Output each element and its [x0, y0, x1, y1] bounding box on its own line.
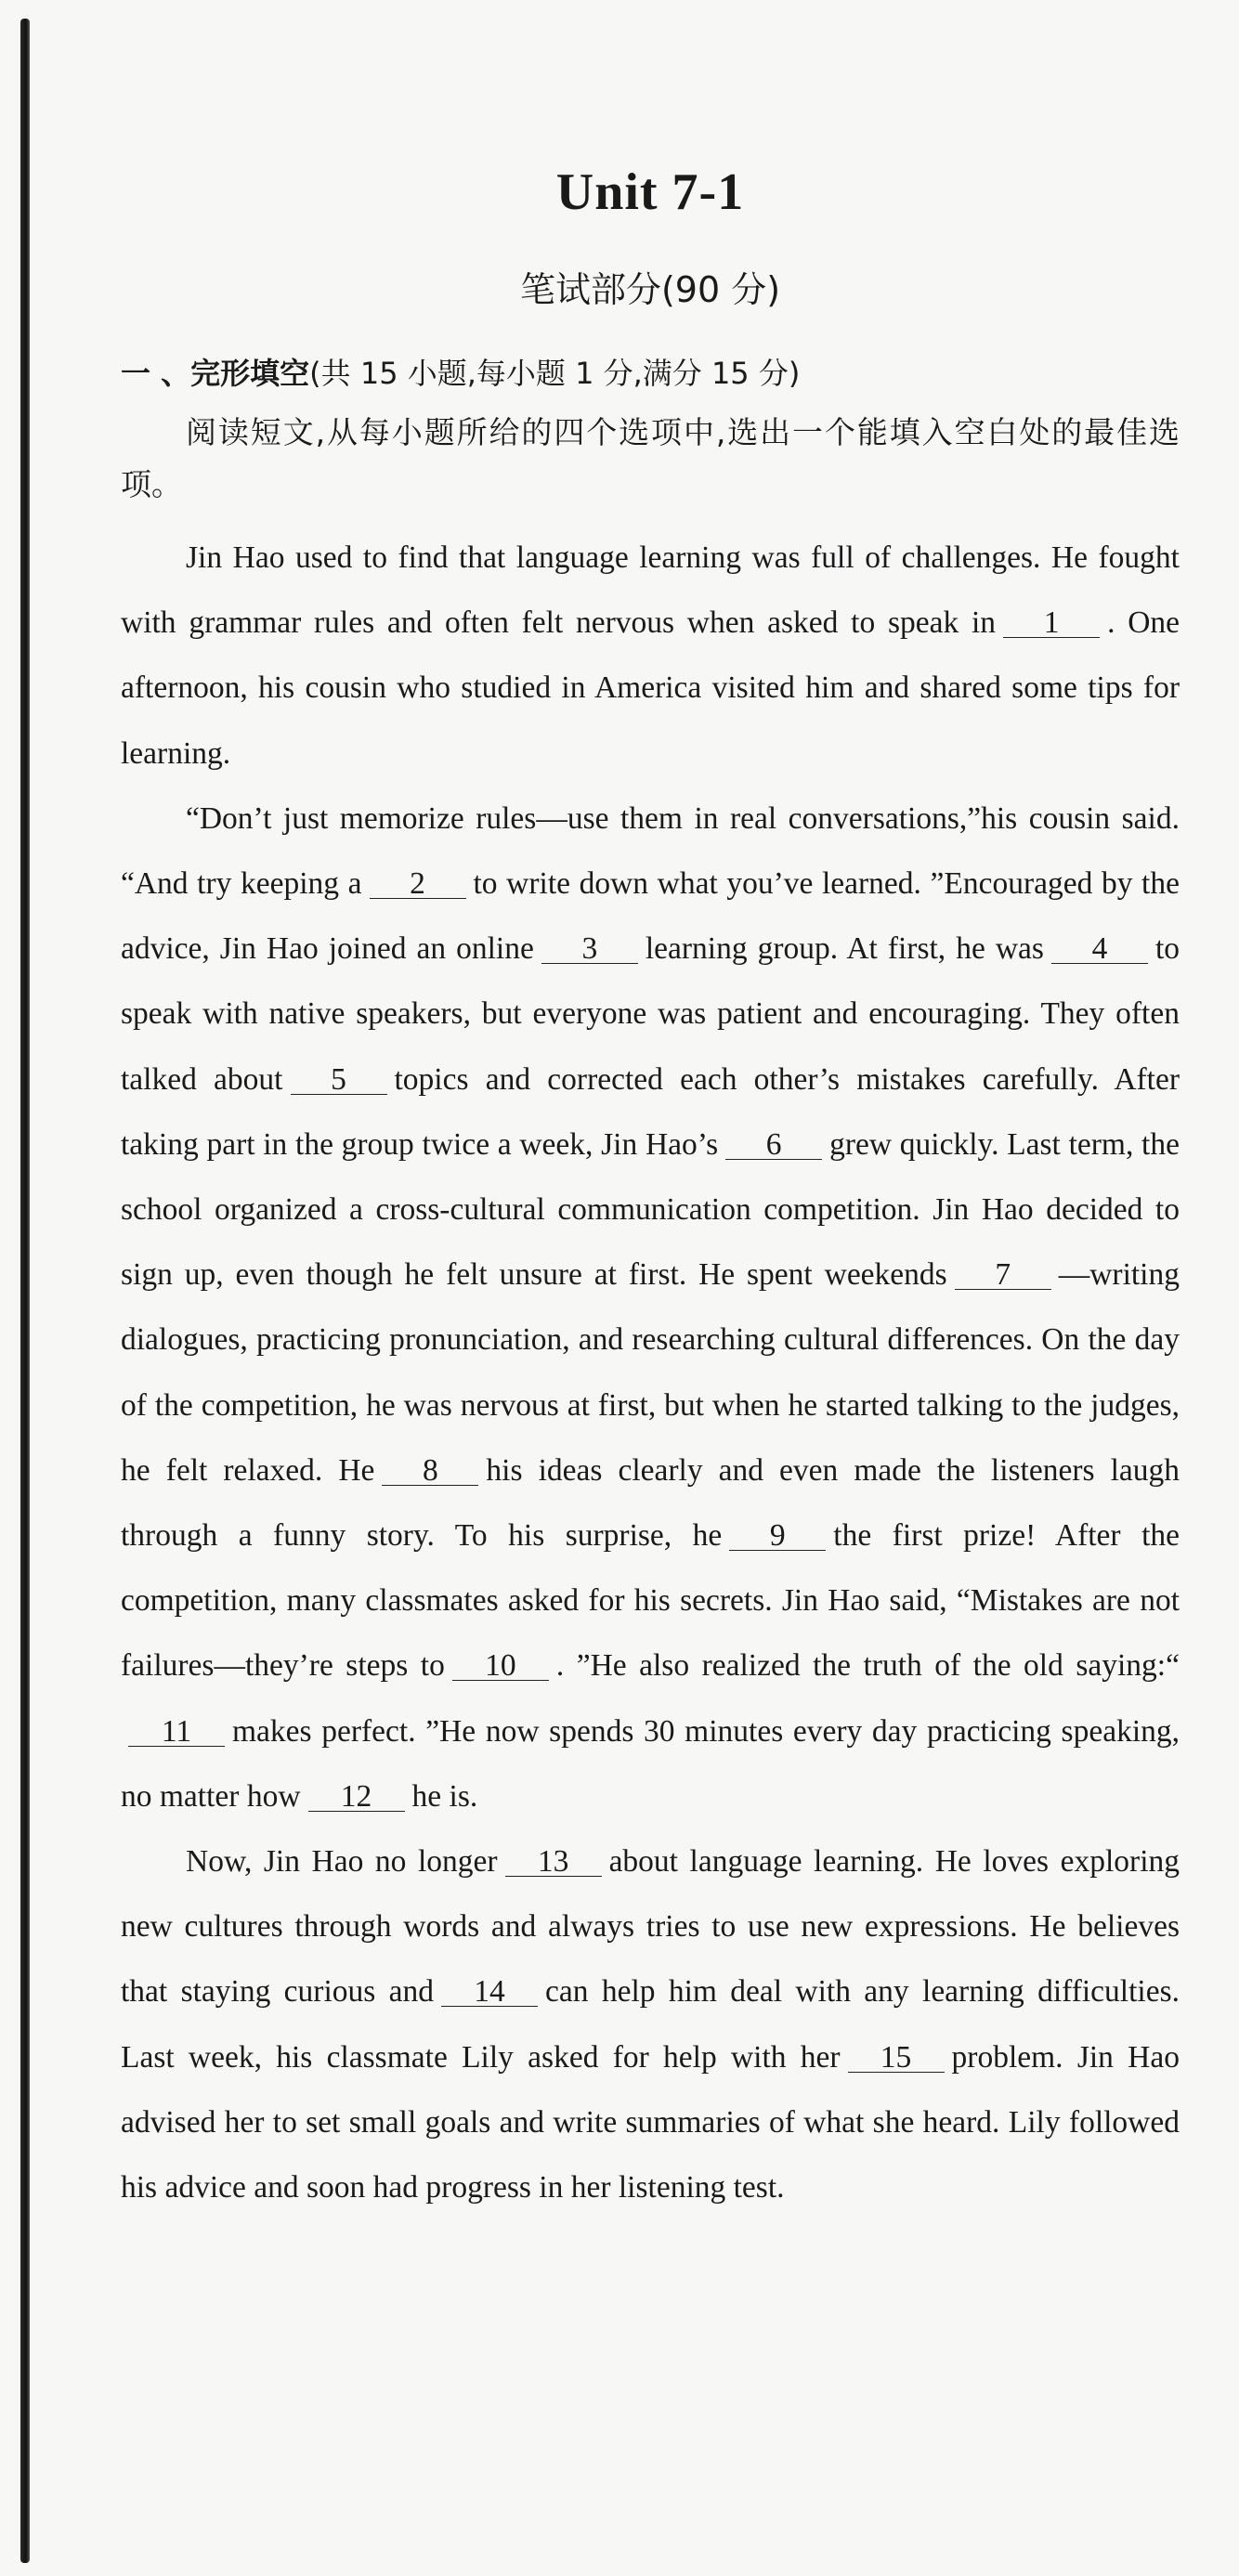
- blank-10: 10: [452, 1652, 549, 1681]
- part-number: 一 、: [121, 356, 191, 391]
- blank-1: 1: [1003, 609, 1100, 638]
- instructions: 阅读短文,从每小题所给的四个选项中,选出一个能填入空白处的最佳选项。: [121, 414, 1180, 502]
- passage-text: the first prize! After the competition, many classmates asked for his secrets. Jin Hao said, “Mistakes are not failures—they’re steps to: [121, 1518, 1180, 1684]
- blank-4: 4: [1051, 935, 1148, 964]
- book-spine-shadow: [20, 19, 30, 2563]
- blank-12: 12: [308, 1783, 405, 1812]
- blank-7: 7: [955, 1261, 1051, 1290]
- passage-paragraph: [121, 1829, 1180, 2220]
- passage-text: Jin Hao used to find that language learning was full of challenges. He fought with grammar rules and often felt nervous when asked to speak in: [121, 540, 1180, 641]
- unit-title: Unit 7-1: [555, 163, 745, 221]
- blank-11: 11: [128, 1718, 225, 1747]
- passage-text: —writing dialogues, practicing pronunciation, and researching cultural differences. On the day of the competition, he was nervous at first, but when he started talking to the judges, he felt relaxed. He: [121, 1257, 1180, 1488]
- part-details: (共 15 小题,每小题 1 分,满分 15 分): [309, 356, 801, 391]
- passage-text: he is.: [411, 1778, 478, 1814]
- passage-text: to speak with native speakers, but everyone was patient and encouraging. They often talked about: [121, 931, 1180, 1097]
- worksheet-page: [121, 163, 1180, 2220]
- passage-text: Now, Jin Hao no longer: [186, 1844, 498, 1880]
- section-title: 笔试部分(90 分): [519, 269, 781, 310]
- blank-5: 5: [291, 1066, 387, 1095]
- blank-8: 8: [382, 1457, 478, 1486]
- passage-text: . One afternoon, his cousin who studied in America visited him and shared some tips for learning.: [121, 605, 1180, 771]
- part-name: 完形填空: [190, 356, 310, 391]
- blank-3: 3: [541, 935, 638, 964]
- passage-text: about language learning. He loves exploring new cultures through words and always tries to use new expressions. He believes that staying curious and: [121, 1844, 1180, 2010]
- passage-text: his ideas clearly and even made the listeners laugh through a funny story. To his surprise, he: [121, 1452, 1180, 1554]
- cloze-passage: [121, 526, 1180, 2220]
- passage-text: grew quickly. Last term, the school organized a cross-cultural communication competition. Jin Hao decided to sign up, even though he felt unsure at first. He spent weekends: [121, 1126, 1180, 1293]
- passage-paragraph: [121, 526, 1180, 787]
- passage-text: can help him deal with any learning difficulties. Last week, his classmate Lily asked for help with her: [121, 1974, 1180, 2075]
- passage-text: problem. Jin Hao advised her to set small goals and write summaries of what she heard. Lily followed his advice and soon had progress in her listening test.: [121, 2039, 1180, 2205]
- passage-text: “Don’t just memorize rules—use them in real conversations,”his cousin said. “And try keeping a: [121, 800, 1180, 902]
- passage-text: learning group. At first, he was: [645, 931, 1044, 967]
- passage-text: . ”He also realized the truth of the old saying:“: [555, 1648, 1180, 1684]
- blank-14: 14: [441, 1978, 538, 2007]
- passage-text: topics and corrected each other’s mistakes carefully. After taking part in the group twice a week, Jin Hao’s: [121, 1061, 1180, 1162]
- blank-2: 2: [370, 870, 466, 899]
- blank-15: 15: [848, 2044, 945, 2073]
- blank-9: 9: [729, 1522, 826, 1551]
- part-heading: [121, 353, 1180, 394]
- blank-13: 13: [505, 1848, 602, 1877]
- blank-6: 6: [725, 1131, 822, 1160]
- passage-text: makes perfect. ”He now spends 30 minutes every day practicing speaking, no matter how: [121, 1713, 1180, 1814]
- passage-text: to write down what you’ve learned. ”Encouraged by the advice, Jin Hao joined an online: [121, 866, 1180, 967]
- passage-paragraph: [121, 787, 1180, 1829]
